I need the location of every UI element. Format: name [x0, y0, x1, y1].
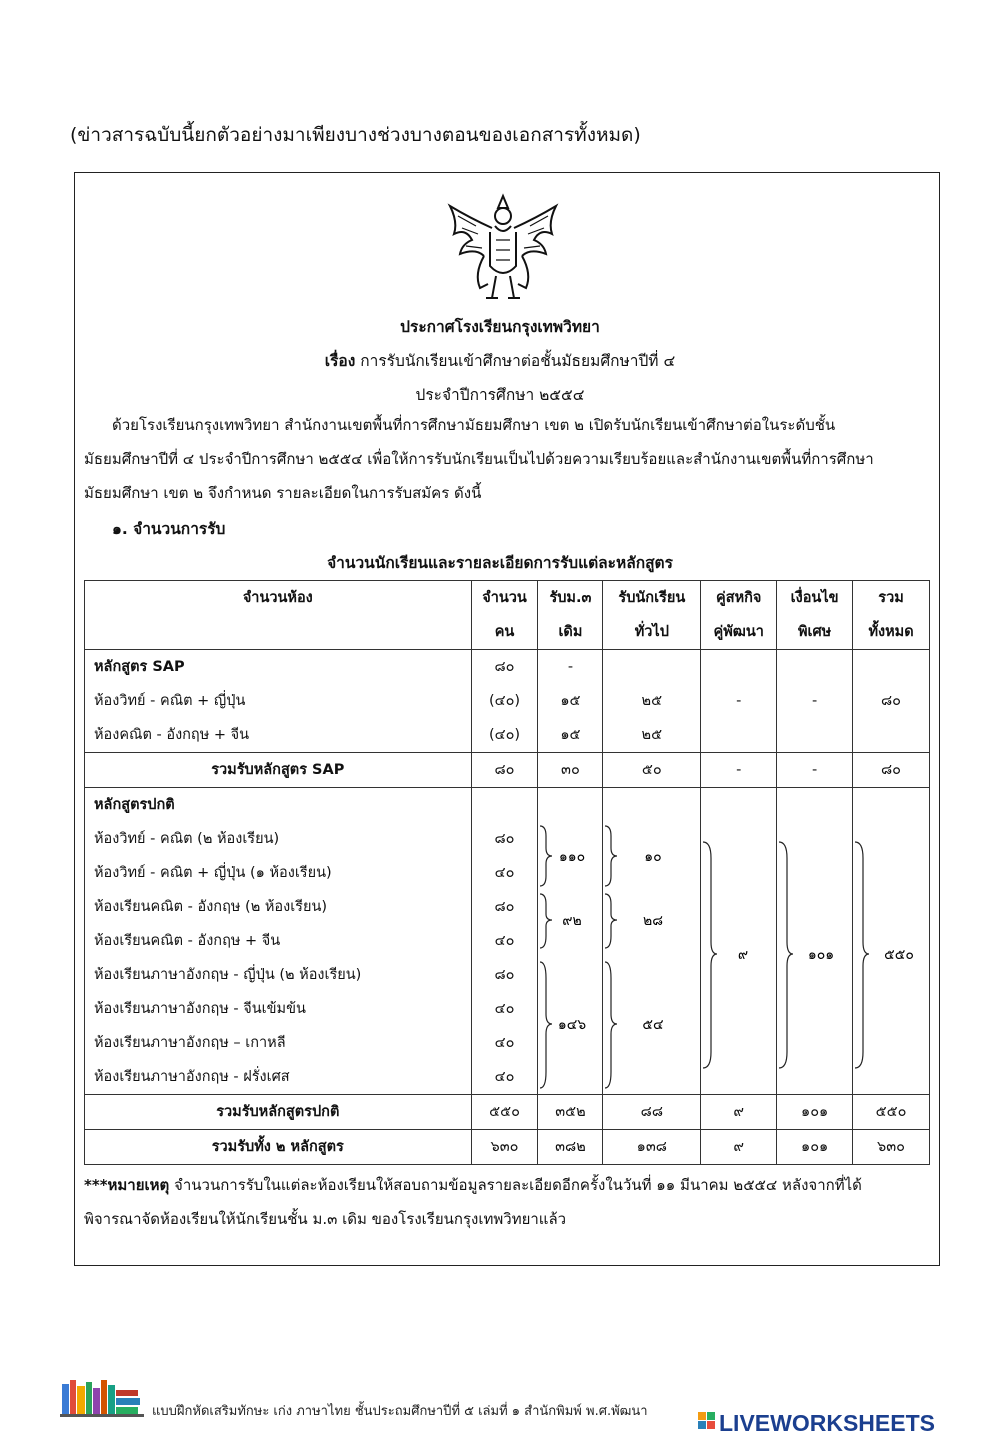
- regular-total-m3: ๓๕๒: [538, 1095, 603, 1130]
- body-line: ด้วยโรงเรียนกรุงเทพวิทยา สำนักงานเขตพื้นที่การศึกษามัธยมศึกษา เขต ๒ เปิดรับนักเรียนเข้าศึกษาต่อในระดับชั้น: [112, 416, 836, 434]
- announcement-title: ประกาศโรงเรียนกรุงเทพวิทยา: [400, 318, 600, 336]
- grand-total-general: ๑๓๘: [603, 1130, 701, 1165]
- footer-text: แบบฝึกหัดเสริมทักษะ เก่ง ภาษาไทย ชั้นประถมศึกษาปีที่ ๕ เล่มที่ ๑ สำนักพิมพ์ พ.ศ.พัฒนา: [152, 1404, 648, 1419]
- general-value: ๕๔: [642, 1017, 664, 1033]
- announcement-body: [84, 408, 934, 510]
- body-line: มัธยมศึกษาปีที่ ๔ ประจำปีการศึกษา ๒๕๕๔ เพื่อให้การรับนักเรียนเป็นไปด้วยความเรียบร้อยและสำนักงานเขตพื้นที่การศึกษา: [84, 450, 874, 468]
- grand-total-special: ๑๐๑: [777, 1130, 853, 1165]
- regular-total-total: ๕๕๐: [853, 1095, 930, 1130]
- regular-m3: [538, 788, 603, 1095]
- table-caption: จำนวนนักเรียนและรายละเอียดการรับแต่ละหลักสูตร: [327, 554, 673, 572]
- header-rooms: จำนวนห้อง: [85, 581, 472, 650]
- grand-total-label: รวมรับทั้ง ๒ หลักสูตร: [85, 1130, 472, 1165]
- liveworksheets-logo: [697, 1408, 997, 1438]
- general-value: ๒๘: [643, 913, 664, 929]
- regular-count: ๘๐ ๔๐ ๘๐ ๔๐ ๘๐ ๔๐ ๔๐ ๔๐: [471, 788, 538, 1095]
- books-icon: [60, 1376, 144, 1418]
- coop-brace: [701, 838, 777, 1078]
- sap-total-label: รวมรับหลักสูตร SAP: [85, 753, 472, 788]
- table-row-sap: [85, 650, 930, 753]
- regular-total-special: ๑๐๑: [777, 1095, 853, 1130]
- sap-total-m3: ๓๐: [538, 753, 603, 788]
- header-general: รับนักเรียน ทั่วไป: [603, 581, 701, 650]
- regular-total-label: รวมรับหลักสูตรปกติ: [85, 1095, 472, 1130]
- regular-total-general: ๘๘: [603, 1095, 701, 1130]
- regular-total-coop: ๙: [701, 1095, 777, 1130]
- m3-value: ๑๑๐: [559, 849, 586, 865]
- m3-value: ๙๒: [562, 913, 583, 929]
- header-total: รวม ทั้งหมด: [853, 581, 930, 650]
- regular-total: [853, 788, 930, 1095]
- table-row-sap-total: [85, 753, 930, 788]
- total-value: ๕๕๐: [884, 947, 914, 963]
- header-m3: รับม.๓ เดิม: [538, 581, 603, 650]
- m3-brace-group: [538, 822, 603, 1094]
- sap-total-coop: -: [701, 753, 777, 788]
- sap-total-count: ๘๐: [471, 753, 538, 788]
- header-coop: คู่สหกิจ คู่พัฒนา: [701, 581, 777, 650]
- footnote-marker: ***หมายเหตุ: [84, 1176, 170, 1194]
- table-row-regular: [85, 788, 930, 1095]
- grand-total-coop: ๙: [701, 1130, 777, 1165]
- regular-special: [777, 788, 853, 1095]
- sap-total-special: -: [777, 753, 853, 788]
- sap-total-total: ๘๐: [853, 753, 930, 788]
- regular-general: [603, 788, 701, 1095]
- grand-total-m3: ๓๘๒: [538, 1130, 603, 1165]
- m3-value: ๑๔๖: [558, 1017, 587, 1033]
- admission-table: [84, 580, 930, 1165]
- footnote-line2: พิจารณาจัดห้องเรียนให้นักเรียนชั้น ม.๓ เดิม ของโรงเรียนกรุงเทพวิทยาแล้ว: [84, 1210, 567, 1228]
- total-brace: [853, 838, 930, 1078]
- header-count: จำนวน คน: [471, 581, 538, 650]
- sap-rooms: หลักสูตร SAP ห้องวิทย์ - คณิต + ญี่ปุ่น ห้องคณิต - อังกฤษ + จีน: [85, 650, 472, 753]
- subject-text: การรับนักเรียนเข้าศึกษาต่อชั้นมัธยมศึกษาปีที่ ๔: [360, 352, 676, 370]
- grand-total-total: ๖๓๐: [853, 1130, 930, 1165]
- regular-rooms: หลักสูตรปกติ ห้องวิทย์ - คณิต (๒ ห้องเรียน) ห้องวิทย์ - คณิต + ญี่ปุ่น (๑ ห้องเรียน) ห้องเรียนคณิต - อังกฤษ (๒ ห้องเรียน) ห้องเรียนคณิต - อังกฤษ + จีน ห้องเรียนภาษาอังกฤษ - ญี่ปุ่น (๒ ห้องเรียน) ห้องเรียนภาษาอังกฤษ - จีนเข้มข้น ห้องเรียนภาษาอังกฤษ – เกาหลี ห้องเรียนภาษาอังกฤษ - ฝรั่งเศส: [85, 788, 472, 1095]
- header-special: เงื่อนไข พิเศษ: [777, 581, 853, 650]
- grand-total-count: ๖๓๐: [471, 1130, 538, 1165]
- sap-total-general: ๕๐: [603, 753, 701, 788]
- sap-total: ๘๐: [853, 650, 930, 753]
- footnote: [84, 1168, 934, 1236]
- sap-special: -: [777, 650, 853, 753]
- sap-coop: -: [701, 650, 777, 753]
- general-value: ๑๐: [644, 849, 663, 865]
- brand-text: LIVEWORKSHEETS: [719, 1410, 935, 1436]
- special-value: ๑๐๑: [808, 947, 835, 963]
- subject-label: เรื่อง: [324, 352, 356, 370]
- coop-value: ๙: [738, 947, 749, 963]
- sap-count: ๘๐ (๔๐) (๔๐): [471, 650, 538, 753]
- body-line: มัธยมศึกษา เขต ๒ จึงกำหนด รายละเอียดในการรับสมัคร ดังนี้: [84, 484, 482, 502]
- table-header-row: [85, 581, 930, 650]
- table-row-grand-total: [85, 1130, 930, 1165]
- footnote-line1: จำนวนการรับในแต่ละห้องเรียนให้สอบถามข้อมูลรายละเอียดอีกครั้งในวันที่ ๑๑ มีนาคม ๒๕๕๔ หลังจากที่ได้: [169, 1176, 862, 1194]
- table-row-regular-total: [85, 1095, 930, 1130]
- special-brace: [777, 838, 853, 1078]
- regular-total-count: ๕๕๐: [471, 1095, 538, 1130]
- general-brace-group: [603, 822, 701, 1094]
- section-heading: ๑. จำนวนการรับ: [112, 520, 226, 538]
- sap-m3: - ๑๕ ๑๕: [538, 650, 603, 753]
- announcement-subject: [0, 348, 1000, 373]
- garuda-emblem-icon: [440, 188, 566, 304]
- top-note: (ข่าวสารฉบับนี้ยกตัวอย่างมาเพียงบางช่วงบางตอนของเอกสารทั้งหมด): [70, 124, 641, 146]
- regular-coop: [701, 788, 777, 1095]
- sap-general: ๒๕ ๒๕: [603, 650, 701, 753]
- announcement-year: ประจำปีการศึกษา ๒๕๕๔: [415, 386, 585, 404]
